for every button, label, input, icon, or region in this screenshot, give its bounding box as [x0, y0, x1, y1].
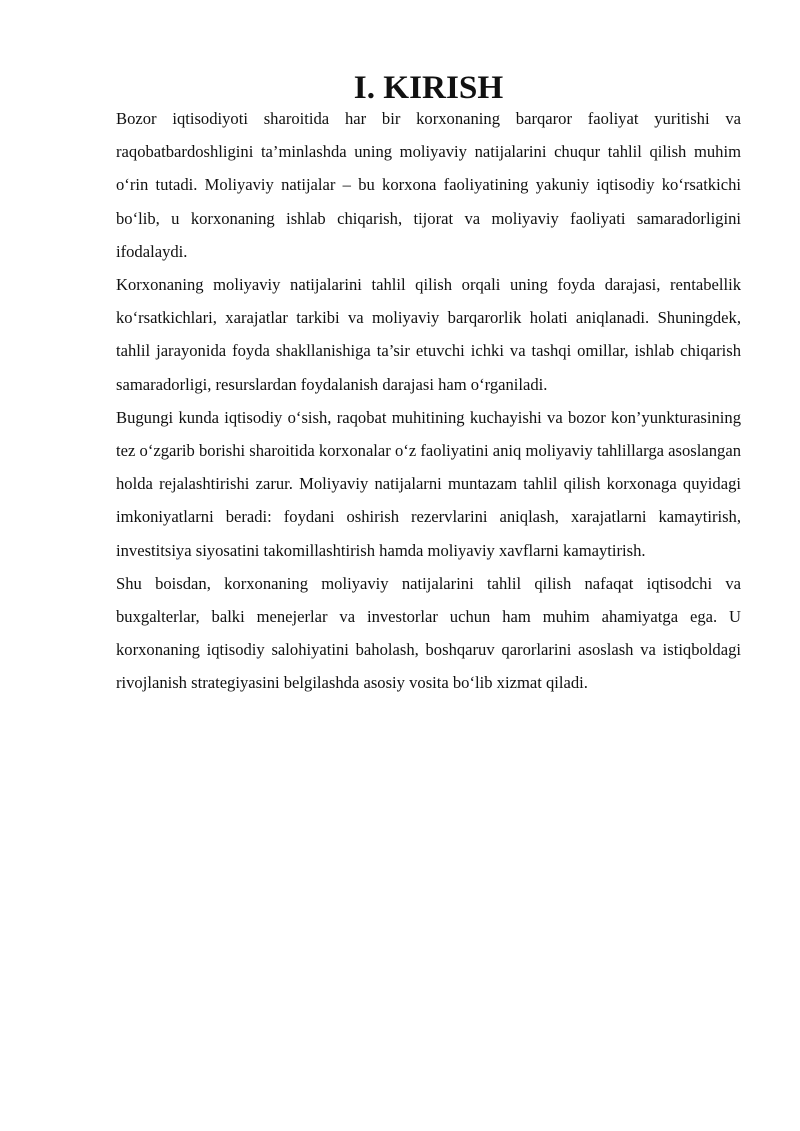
paragraph-4: Shu boisdan, korxonaning moliyaviy natijalarini tahlil qilish nafaqat iqtisodchi va buxgalterlar, balki menejerlar va investorlar uchun ham muhim ahamiyatga ega. U korxonaning iqtisodiy salohiyatini baholash, boshqaruv qarorlarini asoslash va istiqboldagi rivojlanish strategiyasini belgilashda asosiy vosita bo‘lib xizmat qiladi. [116, 573, 741, 693]
paragraph-2: Korxonaning moliyaviy natijalarini tahlil qilish orqali uning foyda darajasi, rentabellik ko‘rsatkichlari, xarajatlar tarkibi va moliyaviy barqarorlik holati aniqlanadi. Shuningdek, tahlil jarayonida foyda shakllanishiga ta’sir etuvchi ichki va tashqi omillar, ishlab chiqarish samaradorligi, resurslardan foydalanish darajasi ham o‘rganiladi. [116, 275, 741, 394]
paragraph-1: Bozor iqtisodiyoti sharoitida har bir korxonaning barqaror faoliyat yuritishi va raqobatbardoshligini ta’minlashda uning moliyaviy natijalarini chuqur tahlil qilish muhim o‘rin tutadi. Moliyaviy natijalar – bu korxona faoliyatining yakuniy iqtisodiy ko‘rsatkichi bo‘lib, u korxonaning ishlab chiqarish, tijorat va moliyaviy faoliyati samaradorligini ifodalaydi. [116, 109, 741, 261]
paragraph-3: Bugungi kunda iqtisodiy o‘sish, raqobat muhitining kuchayishi va bozor kon’yunkturasining tez o‘zgarib borishi sharoitida korxonalar o‘z faoliyatini aniq moliyaviy tahlillarga asoslangan holda rejalashtirishi zarur. Moliyaviy natijalarni muntazam tahlil qilish korxonaga quyidagi imkoniyatlarni beradi: foydani oshirish rezervlarini aniqlash, xarajatlarni kamaytirish, investitsiya siyosatini takomillashtirish hamda moliyaviy xavflarni kamaytirish. [116, 407, 741, 560]
section-title: I. KIRISH [353, 69, 504, 106]
document-body [116, 69, 741, 700]
